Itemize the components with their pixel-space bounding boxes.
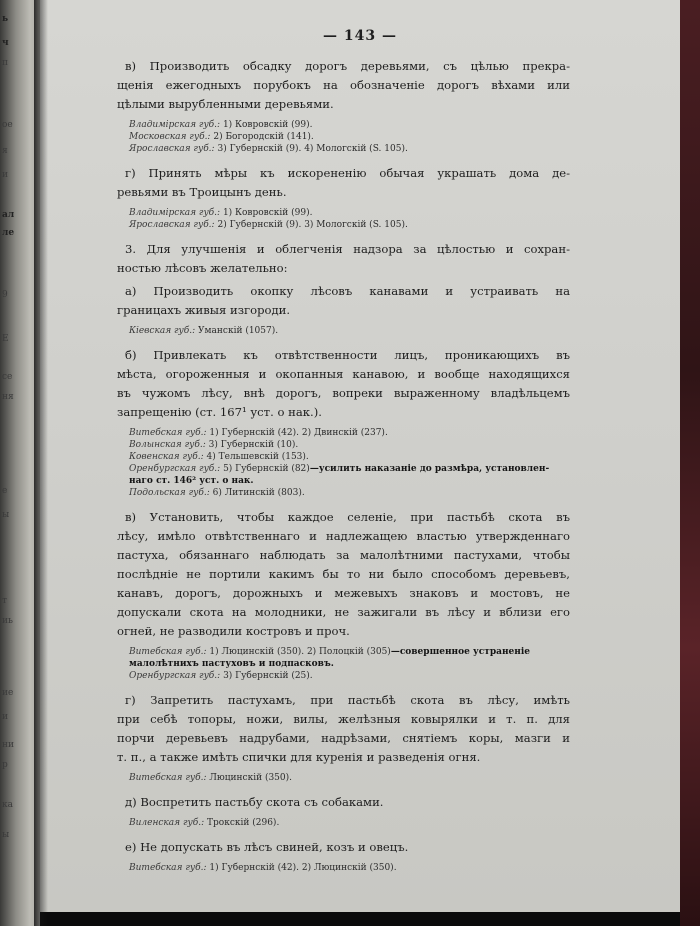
reference-note: —совершенное устраненіе (390, 647, 530, 657)
district-reference: Уманскій (1057). (198, 326, 279, 336)
paragraph-line: границахъ живыя изгороди. (117, 303, 291, 317)
left-page-fragment: Е (2, 334, 9, 344)
province-name: Ковенская губ.: (129, 452, 204, 462)
left-page-fragment: т (2, 596, 7, 606)
paragraph-line: допускали скота на молодники, не зажигали въ лѣсу и вблизи его (117, 605, 570, 619)
text-section (117, 346, 570, 499)
source-references (129, 772, 570, 784)
province-name: Витебская губ.: (129, 773, 207, 783)
text-section (117, 838, 570, 874)
paragraph-line: порчи деревьевъ надрубами, надрѣзами, снятіемъ коры, мазги и (117, 731, 570, 745)
district-reference: 3) Губернскій (10). (208, 440, 299, 450)
paragraph-line: б) Привлекать къ отвѣтственности лицъ, проникающихъ въ (125, 348, 570, 362)
source-reference (129, 862, 570, 874)
left-page-fragment: я (2, 146, 8, 156)
province-name: Кіевская губ.: (129, 326, 196, 336)
province-name: Подольская губ.: (129, 488, 210, 498)
left-page-fragment: ле (2, 228, 15, 238)
paragraph-line: щенія ежегодныхъ порубокъ на обозначеніе дорогъ вѣхами или (117, 78, 570, 92)
text-section (117, 57, 570, 155)
district-reference: 1) Ковровскій (99). (222, 208, 313, 218)
gutter-shadow (34, 0, 48, 926)
book-binding (680, 0, 700, 926)
source-references (129, 427, 570, 499)
paragraph-line: мѣста, огороженныя и окопанныя канавою, и вообще находящихся (117, 367, 570, 381)
source-reference (129, 131, 570, 143)
left-page-fragment: ня (2, 392, 14, 402)
province-name: Московская губ.: (129, 132, 211, 142)
left-page-fragment: 9 (2, 290, 8, 300)
province-name: Витебская губ.: (129, 428, 207, 438)
page-number: — 143 — (323, 28, 397, 44)
book-page (40, 0, 680, 912)
left-page-fragment: се (2, 372, 13, 382)
source-reference (129, 463, 570, 475)
text-section (117, 240, 570, 282)
left-page-fragment: ое (2, 120, 13, 130)
page-content (117, 57, 570, 883)
source-reference (129, 817, 570, 829)
text-section (117, 508, 570, 682)
paragraph-line: канавъ, дорогъ, дорожныхъ и межевыхъ знаковъ и мостовъ, не (117, 586, 570, 600)
district-reference: 1) Люцинскій (350). 2) Полоцкій (305) (209, 647, 391, 657)
paragraph-line: въ чужомъ лѣсу, внѣ дорогъ, вопреки выраженному владѣльцемъ (117, 386, 570, 400)
source-references (129, 119, 570, 155)
left-page-fragment: р (2, 760, 8, 770)
source-references (129, 817, 570, 829)
district-reference: 5) Губернскій (82) (223, 464, 310, 474)
left-page-fragment: и (2, 712, 8, 722)
left-page-fragment: ы (2, 510, 10, 520)
paragraph-line: 3. Для улучшенія и облегченія надзора за цѣлостью и сохран- (125, 242, 570, 256)
province-name: Ярославская губ.: (129, 144, 215, 154)
province-name: Витебская губ.: (129, 863, 207, 873)
source-reference (129, 670, 570, 682)
paragraph-line: лѣсу, имѣло отвѣтственнаго и надлежащею властью утвержденнаго (117, 529, 570, 543)
left-page-fragment: ни (2, 740, 14, 750)
province-name: Владимірская губ.: (129, 208, 221, 218)
paragraph-line: в) Производить обсадку дорогъ деревьями, съ цѣлью прекра- (125, 59, 570, 73)
source-reference (129, 658, 570, 670)
province-name: Витебская губ.: (129, 647, 207, 657)
reference-note: —усилить наказаніе до размѣра, установлен- (309, 464, 550, 474)
left-page-fragment: ие (2, 688, 14, 698)
left-page-fragment: и (2, 170, 8, 180)
source-reference (129, 487, 570, 499)
left-page-fragment: ы (2, 830, 10, 840)
text-section (117, 691, 570, 784)
paragraph-line: в) Установить, чтобы каждое селеніе, при пастьбѣ скота въ (125, 510, 570, 524)
district-reference: 3) Губернскій (25). (223, 671, 313, 681)
district-reference: 3) Губернскій (9). 4) Мологскій (S. 105). (217, 144, 408, 154)
source-reference (129, 646, 570, 658)
paragraph-line: ревьями въ Троицынъ день. (117, 185, 287, 199)
district-reference: Трокскій (296). (207, 818, 280, 828)
source-references (129, 207, 570, 231)
source-reference (129, 143, 570, 155)
paragraph-line: ностью лѣсовъ желательно: (117, 261, 288, 275)
paragraph-line: а) Производить окопку лѣсовъ канавами и устраивать на (125, 284, 570, 298)
district-reference: 1) Губернскій (42). 2) Люцинскій (350). (209, 863, 397, 873)
source-references (129, 646, 570, 682)
left-page-fragment: п (2, 58, 8, 68)
province-name: Ярославская губ.: (129, 220, 215, 230)
source-reference (129, 325, 570, 337)
district-reference: 1) Ковровскій (99). (222, 120, 313, 130)
province-name: Виленская губ.: (129, 818, 205, 828)
paragraph-line: д) Воспретить пастьбу скота съ собаками. (125, 795, 384, 809)
province-name: Волынская губ.: (129, 440, 206, 450)
reference-note: малолѣтнихъ пастуховъ и подпасковъ. (129, 659, 334, 669)
paragraph-line: е) Не допускать въ лѣсъ свиней, козъ и овецъ. (125, 840, 409, 854)
province-name: Владимірская губ.: (129, 120, 221, 130)
paragraph-line: цѣлыми вырубленными деревьями. (117, 97, 334, 111)
paragraph-line: запрещенію (ст. 167¹ уст. о нак.). (117, 405, 322, 419)
source-reference (129, 439, 570, 451)
source-reference (129, 207, 570, 219)
left-page-fragment: ь (2, 14, 9, 24)
paragraph-line: огней, не разводили костровъ и проч. (117, 624, 350, 638)
left-page-fragment: иь (2, 616, 13, 626)
source-reference (129, 475, 570, 487)
source-reference (129, 219, 570, 231)
text-section (117, 164, 570, 231)
district-reference: 6) Литинскій (803). (212, 488, 305, 498)
left-page-fragment: е (2, 486, 8, 496)
province-name: Оренбургская губ.: (129, 671, 221, 681)
source-references (129, 325, 570, 337)
left-page-fragment: ка (2, 800, 13, 810)
source-reference (129, 451, 570, 463)
source-reference (129, 772, 570, 784)
source-references (129, 862, 570, 874)
district-reference: Люцинскій (350). (209, 773, 293, 783)
province-name: Оренбургская губ.: (129, 464, 221, 474)
paragraph-line: г) Принять мѣры къ искорененію обычая украшать дома де- (125, 166, 570, 180)
district-reference: 2) Губернскій (9). 3) Мологскій (S. 105). (217, 220, 408, 230)
text-section (117, 282, 570, 337)
reference-note: наго ст. 146² уст. о нак. (129, 476, 254, 486)
source-reference (129, 119, 570, 131)
paragraph-line: г) Запретить пастухамъ, при пастьбѣ скота въ лѣсу, имѣть (125, 693, 570, 707)
paragraph-line: при себѣ топоры, ножи, вилы, желѣзныя ковырялки и т. п. для (117, 712, 570, 726)
text-section (117, 793, 570, 829)
left-page-fragment: ч (2, 38, 9, 48)
paragraph-line: пастуха, обязаннаго наблюдать за малолѣтними пастухами, чтобы (117, 548, 570, 562)
district-reference: 4) Тельшевскій (153). (206, 452, 309, 462)
paragraph-line: послѣдніе не портили какимъ бы то ни было способомъ деревьевъ, (117, 567, 570, 581)
left-page-fragment: ал (2, 210, 15, 220)
district-reference: 2) Богородскій (141). (213, 132, 314, 142)
district-reference: 1) Губернскій (42). 2) Двинскій (237). (209, 428, 388, 438)
paragraph-line: т. п., а также имѣть спички для куренія и разведенія огня. (117, 750, 481, 764)
source-reference (129, 427, 570, 439)
